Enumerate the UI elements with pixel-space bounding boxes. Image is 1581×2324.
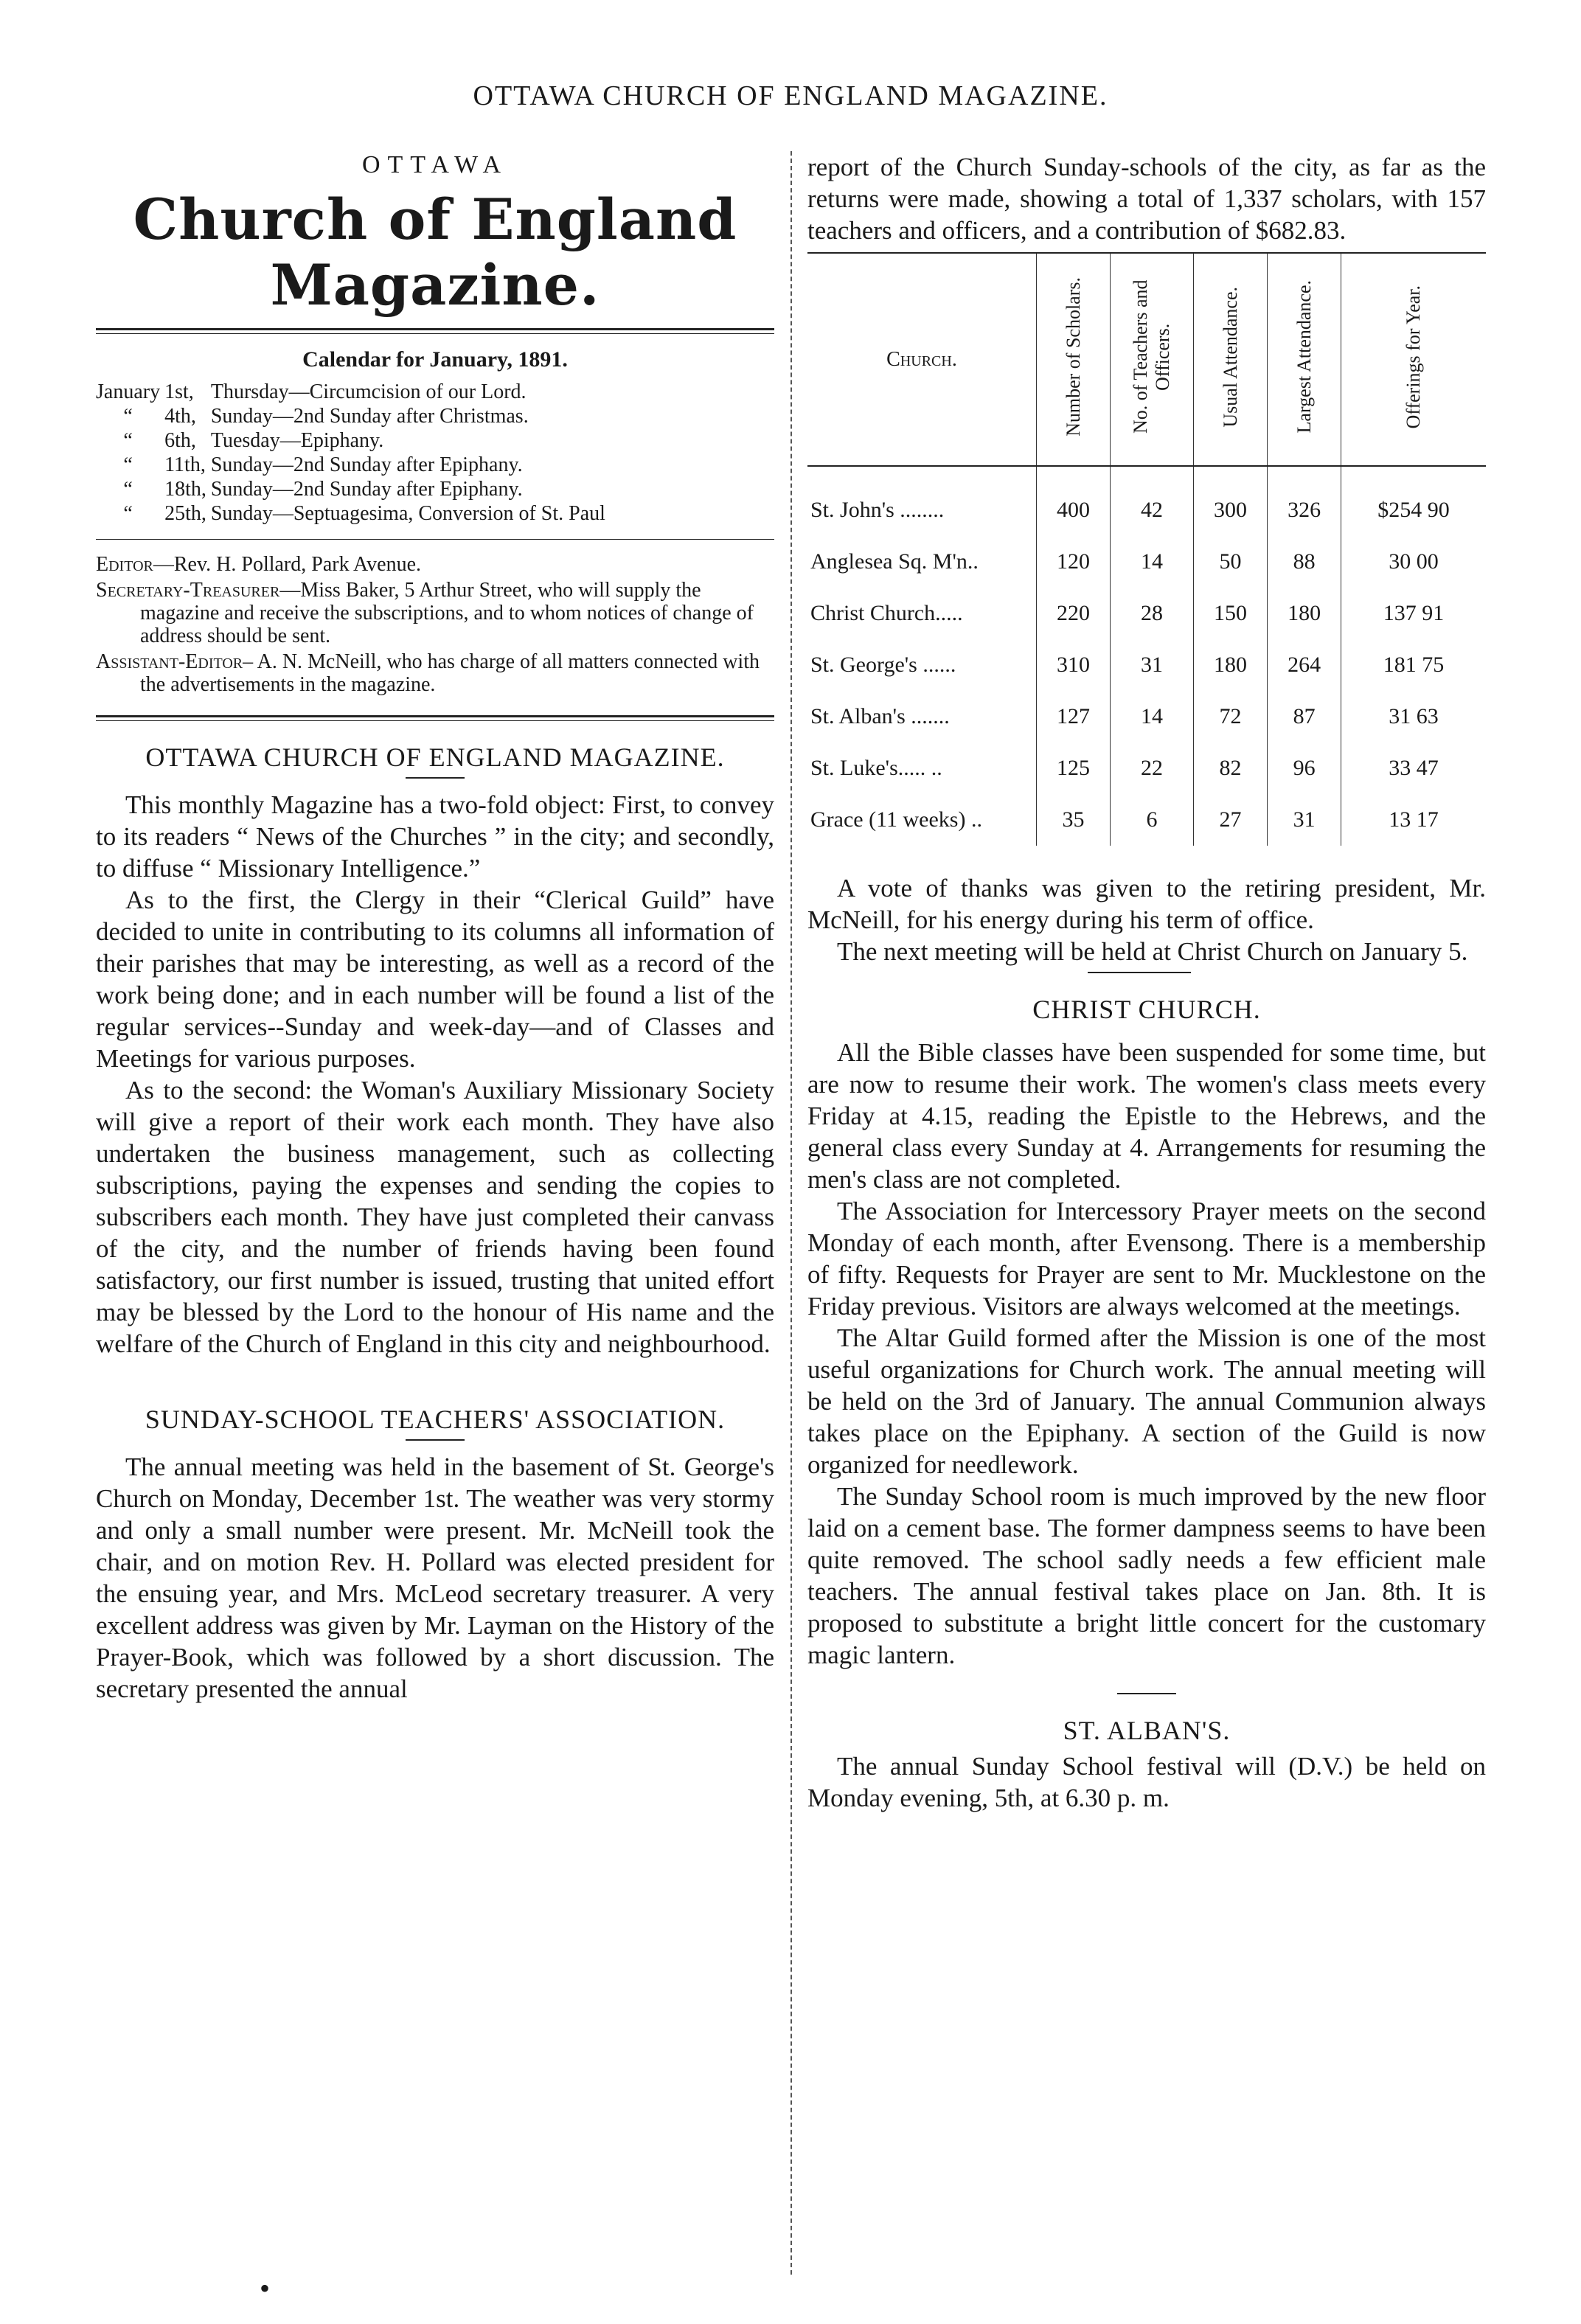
table-cell: St. Luke's..... .. <box>810 756 942 780</box>
masthead-title: Church of England Magazine. <box>133 187 737 318</box>
table-cell: 96 <box>1268 742 1341 794</box>
masthead-city: OTTAWA <box>361 151 509 178</box>
table-cell: 180 <box>1194 639 1268 691</box>
column-header <box>1341 253 1486 466</box>
paragraph: As to the second: the Woman's Auxiliary Missionary Society will give a report of their work each month. They have also undertaken the business management, such as collecting subscriptions, paying the expenses and sending the copies to subscribers each month. They have just completed their canvass of the city, and the number of friends having been found satisfactory, our first number is issued, trusting that united effort may be blessed by the Lord to the honour of His name and the welfare of the Church of England in this city and neighbourhood. <box>96 1076 774 1358</box>
officer-role: Assistant-Editor <box>96 650 243 673</box>
table-cell: 264 <box>1268 639 1341 691</box>
paragraph: The next meeting will be held at Christ Church on January 5. <box>837 937 1468 966</box>
table-row <box>807 794 1486 846</box>
table-cell: 14 <box>1111 691 1194 742</box>
table-header-row <box>807 253 1486 466</box>
table-cell: Grace (11 weeks) .. <box>810 807 982 832</box>
table-cell: 137 91 <box>1341 588 1486 639</box>
paragraph: The Altar Guild formed after the Mission is one of the most useful organizations for Church work. The annual meeting will be held on the 3rd of January. The annual Communion always takes place on the Epiphany. A section of the Guild is now organized for needlework. <box>807 1323 1486 1479</box>
heading-rule <box>406 1439 465 1441</box>
calendar-month: “ <box>123 478 133 501</box>
table-cell: $254 90 <box>1341 484 1486 536</box>
calendar-day: 6th, <box>164 429 196 452</box>
table-cell: 400 <box>1037 484 1111 536</box>
table-cell: 326 <box>1268 484 1341 536</box>
paragraph: All the Bible classes have been suspended for some time, but are now to resume their work. The women's class meets every Friday at 4.15, reading the Epistle to the Hebrews, and the general class every Sunday at 4. Arrangements for resuming the men's class are not completed. <box>807 1038 1486 1194</box>
column-header <box>1268 253 1341 466</box>
calendar-list <box>96 380 610 526</box>
table-cell: 13 17 <box>1341 794 1486 846</box>
paragraph: The annual meeting was held in the basement of St. George's Church on Monday, December 1st. The weather was very stormy and only a small number were present. Mr. McNeill took the chair, and on motion Rev. H. Pollard was elected president for the ensuing year, and Mrs. McLeod secretary treasurer. A very excellent address was given by Mr. Layman on the History of the Prayer-Book, which was followed by a short discussion. The secretary presented the annual <box>96 1452 774 1703</box>
calendar-entry <box>96 477 610 501</box>
heading-rule <box>406 777 465 779</box>
paragraph: The annual Sunday School festival will (D.V.) be held on Monday evening, 5th, at 6.30 p. m. <box>807 1752 1486 1812</box>
calendar-day: 25th, <box>164 502 206 525</box>
table-cell: 150 <box>1194 588 1268 639</box>
heading-rule <box>1088 972 1191 973</box>
calendar-text: Sunday—2nd Sunday after Christmas. <box>210 405 529 428</box>
column-divider <box>790 151 792 2275</box>
calendar-month: “ <box>123 502 133 525</box>
table-row <box>807 691 1486 742</box>
paragraph: This monthly Magazine has a two-fold object: First, to convey to its readers “ News of the Churches ” in the city; and secondly, to diffuse “ Missionary Intelligence.” <box>96 790 774 883</box>
masthead-rule <box>96 328 774 334</box>
table-cell: 31 63 <box>1341 691 1486 742</box>
officer-text: – A. N. McNeill, who has charge of all matters connected with the advertisements in the magazine. <box>140 650 760 696</box>
officer-role: Editor <box>96 553 153 576</box>
officer-assistant-editor <box>96 650 774 696</box>
table-cell: 220 <box>1037 588 1111 639</box>
table-cell: 28 <box>1111 588 1194 639</box>
attendance-table <box>807 252 1486 846</box>
table-row <box>807 484 1486 536</box>
spacer <box>807 846 1486 872</box>
calendar-text: Tuesday—Epiphany. <box>210 429 384 452</box>
table-cell: 87 <box>1268 691 1341 742</box>
table-cell: St. George's ...... <box>810 653 956 677</box>
calendar-entry <box>96 380 610 404</box>
officer-text: —Rev. H. Pollard, Park Avenue. <box>153 553 422 576</box>
table-row <box>807 588 1486 639</box>
calendar-entry <box>96 404 610 428</box>
paragraph: The Sunday School room is much improved by the new floor laid on a cement base. The former dampness seems to have been quite removed. The school sadly needs a few efficient male teachers. The annual festival takes place on Jan. 8th. It is proposed to substitute a bright little concert for the customary magic lantern. <box>807 1482 1486 1669</box>
table-cell: 72 <box>1194 691 1268 742</box>
table-cell: Anglesea Sq. M'n.. <box>810 549 979 574</box>
calendar-text: Sunday—2nd Sunday after Epiphany. <box>210 453 523 476</box>
column-header-label: Offerings for Year. <box>1403 285 1425 429</box>
article-heading-magazine: OTTAWA CHURCH OF ENGLAND MAGAZINE. <box>145 742 725 772</box>
table-cell: 35 <box>1037 794 1111 846</box>
calendar-text: Sunday—2nd Sunday after Epiphany. <box>210 478 523 501</box>
calendar-title: Calendar for January, 1891. <box>302 347 568 372</box>
ornament-dot: • <box>260 2272 271 2305</box>
table-cell: 42 <box>1111 484 1194 536</box>
table-cell: 31 <box>1111 639 1194 691</box>
calendar-entry <box>96 453 610 477</box>
table-cell: 50 <box>1194 536 1268 588</box>
column-header <box>1037 253 1111 466</box>
calendar-text: Sunday—Septuagesima, Conversion of St. Paul <box>210 502 605 525</box>
heading-rule <box>1117 1693 1176 1694</box>
table-row <box>807 639 1486 691</box>
section-rule <box>96 539 774 540</box>
column-header <box>1194 253 1268 466</box>
calendar-text: Thursday—Circumcision of our Lord. <box>210 380 527 403</box>
calendar-day: 1st, <box>164 380 194 403</box>
table-cell: 88 <box>1268 536 1341 588</box>
column-header-label: Number of Scholars. <box>1062 277 1084 436</box>
table-cell: 33 47 <box>1341 742 1486 794</box>
table-cell: 120 <box>1037 536 1111 588</box>
table-row <box>807 742 1486 794</box>
calendar-month: “ <box>123 453 133 476</box>
table-cell: 180 <box>1268 588 1341 639</box>
paragraph: As to the first, the Clergy in their “Clerical Guild” have decided to unite in contributing to its columns all information of their parishes that may be interesting, as well as a record of the work being done; and in each number will be found a list of the regular services--Sunday and week-day—and of Classes and Meetings for various purposes. <box>96 886 774 1073</box>
calendar-month: January <box>96 380 161 403</box>
table-cell: 30 00 <box>1341 536 1486 588</box>
table-cell: 22 <box>1111 742 1194 794</box>
column-header <box>1111 253 1194 466</box>
calendar-entry <box>96 501 610 526</box>
column-header-label: Usual Attendance. <box>1219 286 1241 428</box>
table-cell: 82 <box>1194 742 1268 794</box>
section-rule <box>96 715 774 721</box>
table-cell: 6 <box>1111 794 1194 846</box>
paragraph-continued: report of the Church Sunday-schools of the city, as far as the returns were made, showing a total of 1,337 scholars, with 157 teachers and officers, and a contribution of $682.83. <box>807 153 1486 245</box>
calendar-day: 4th, <box>164 405 196 428</box>
table-cell: St. John's ........ <box>810 498 945 522</box>
article-heading-st-albans: ST. ALBAN'S. <box>1063 1716 1231 1745</box>
right-column <box>807 151 1486 1814</box>
table-cell: 181 75 <box>1341 639 1486 691</box>
calendar-day: 18th, <box>164 478 206 501</box>
left-column <box>96 151 774 1705</box>
table-cell: St. Alban's ....... <box>810 704 950 728</box>
table-cell: 14 <box>1111 536 1194 588</box>
spacer <box>807 1029 1486 1037</box>
column-header-label: No. of Teachers and Officers. <box>1130 279 1174 434</box>
calendar-month: “ <box>123 429 133 452</box>
table-cell: 31 <box>1268 794 1341 846</box>
calendar-entry <box>96 428 610 453</box>
table-spacer <box>807 466 1486 484</box>
table-cell: 27 <box>1194 794 1268 846</box>
table-cell: 300 <box>1194 484 1268 536</box>
officer-text: —Miss Baker, 5 Arthur Street, who will supply the magazine and receive the subscriptions, and to whom notices of change of address should be sent. <box>140 579 754 647</box>
calendar-day: 11th, <box>164 453 206 476</box>
table-cell: Christ Church..... <box>810 601 963 625</box>
article-heading-sunday-school: SUNDAY-SCHOOL TEACHERS' ASSOCIATION. <box>145 1405 726 1434</box>
column-header-label: Largest Attendance. <box>1293 280 1315 434</box>
calendar-month: “ <box>123 405 133 428</box>
paragraph: The Association for Intercessory Prayer meets on the second Monday of each month, after Evensong. There is a membership of fifty. Requests for Prayer are sent to Mr. Mucklestone on the Friday previous. Visitors are always welcomed at the meetings. <box>807 1197 1486 1321</box>
table-cell: 127 <box>1037 691 1111 742</box>
officer-role: Secretary-Treasurer <box>96 579 280 602</box>
officer-editor <box>96 553 774 576</box>
paragraph: A vote of thanks was given to the retiring president, Mr. McNeill, for his energy during his term of office. <box>807 874 1486 934</box>
table-cell: 125 <box>1037 742 1111 794</box>
article-heading-christ-church: CHRIST CHURCH. <box>1032 995 1261 1024</box>
officer-secretary <box>96 579 774 647</box>
column-header: Church. <box>807 253 1037 466</box>
table-cell: 310 <box>1037 639 1111 691</box>
running-head: OTTAWA CHURCH OF ENGLAND MAGAZINE. <box>473 80 1108 111</box>
table-row <box>807 536 1486 588</box>
